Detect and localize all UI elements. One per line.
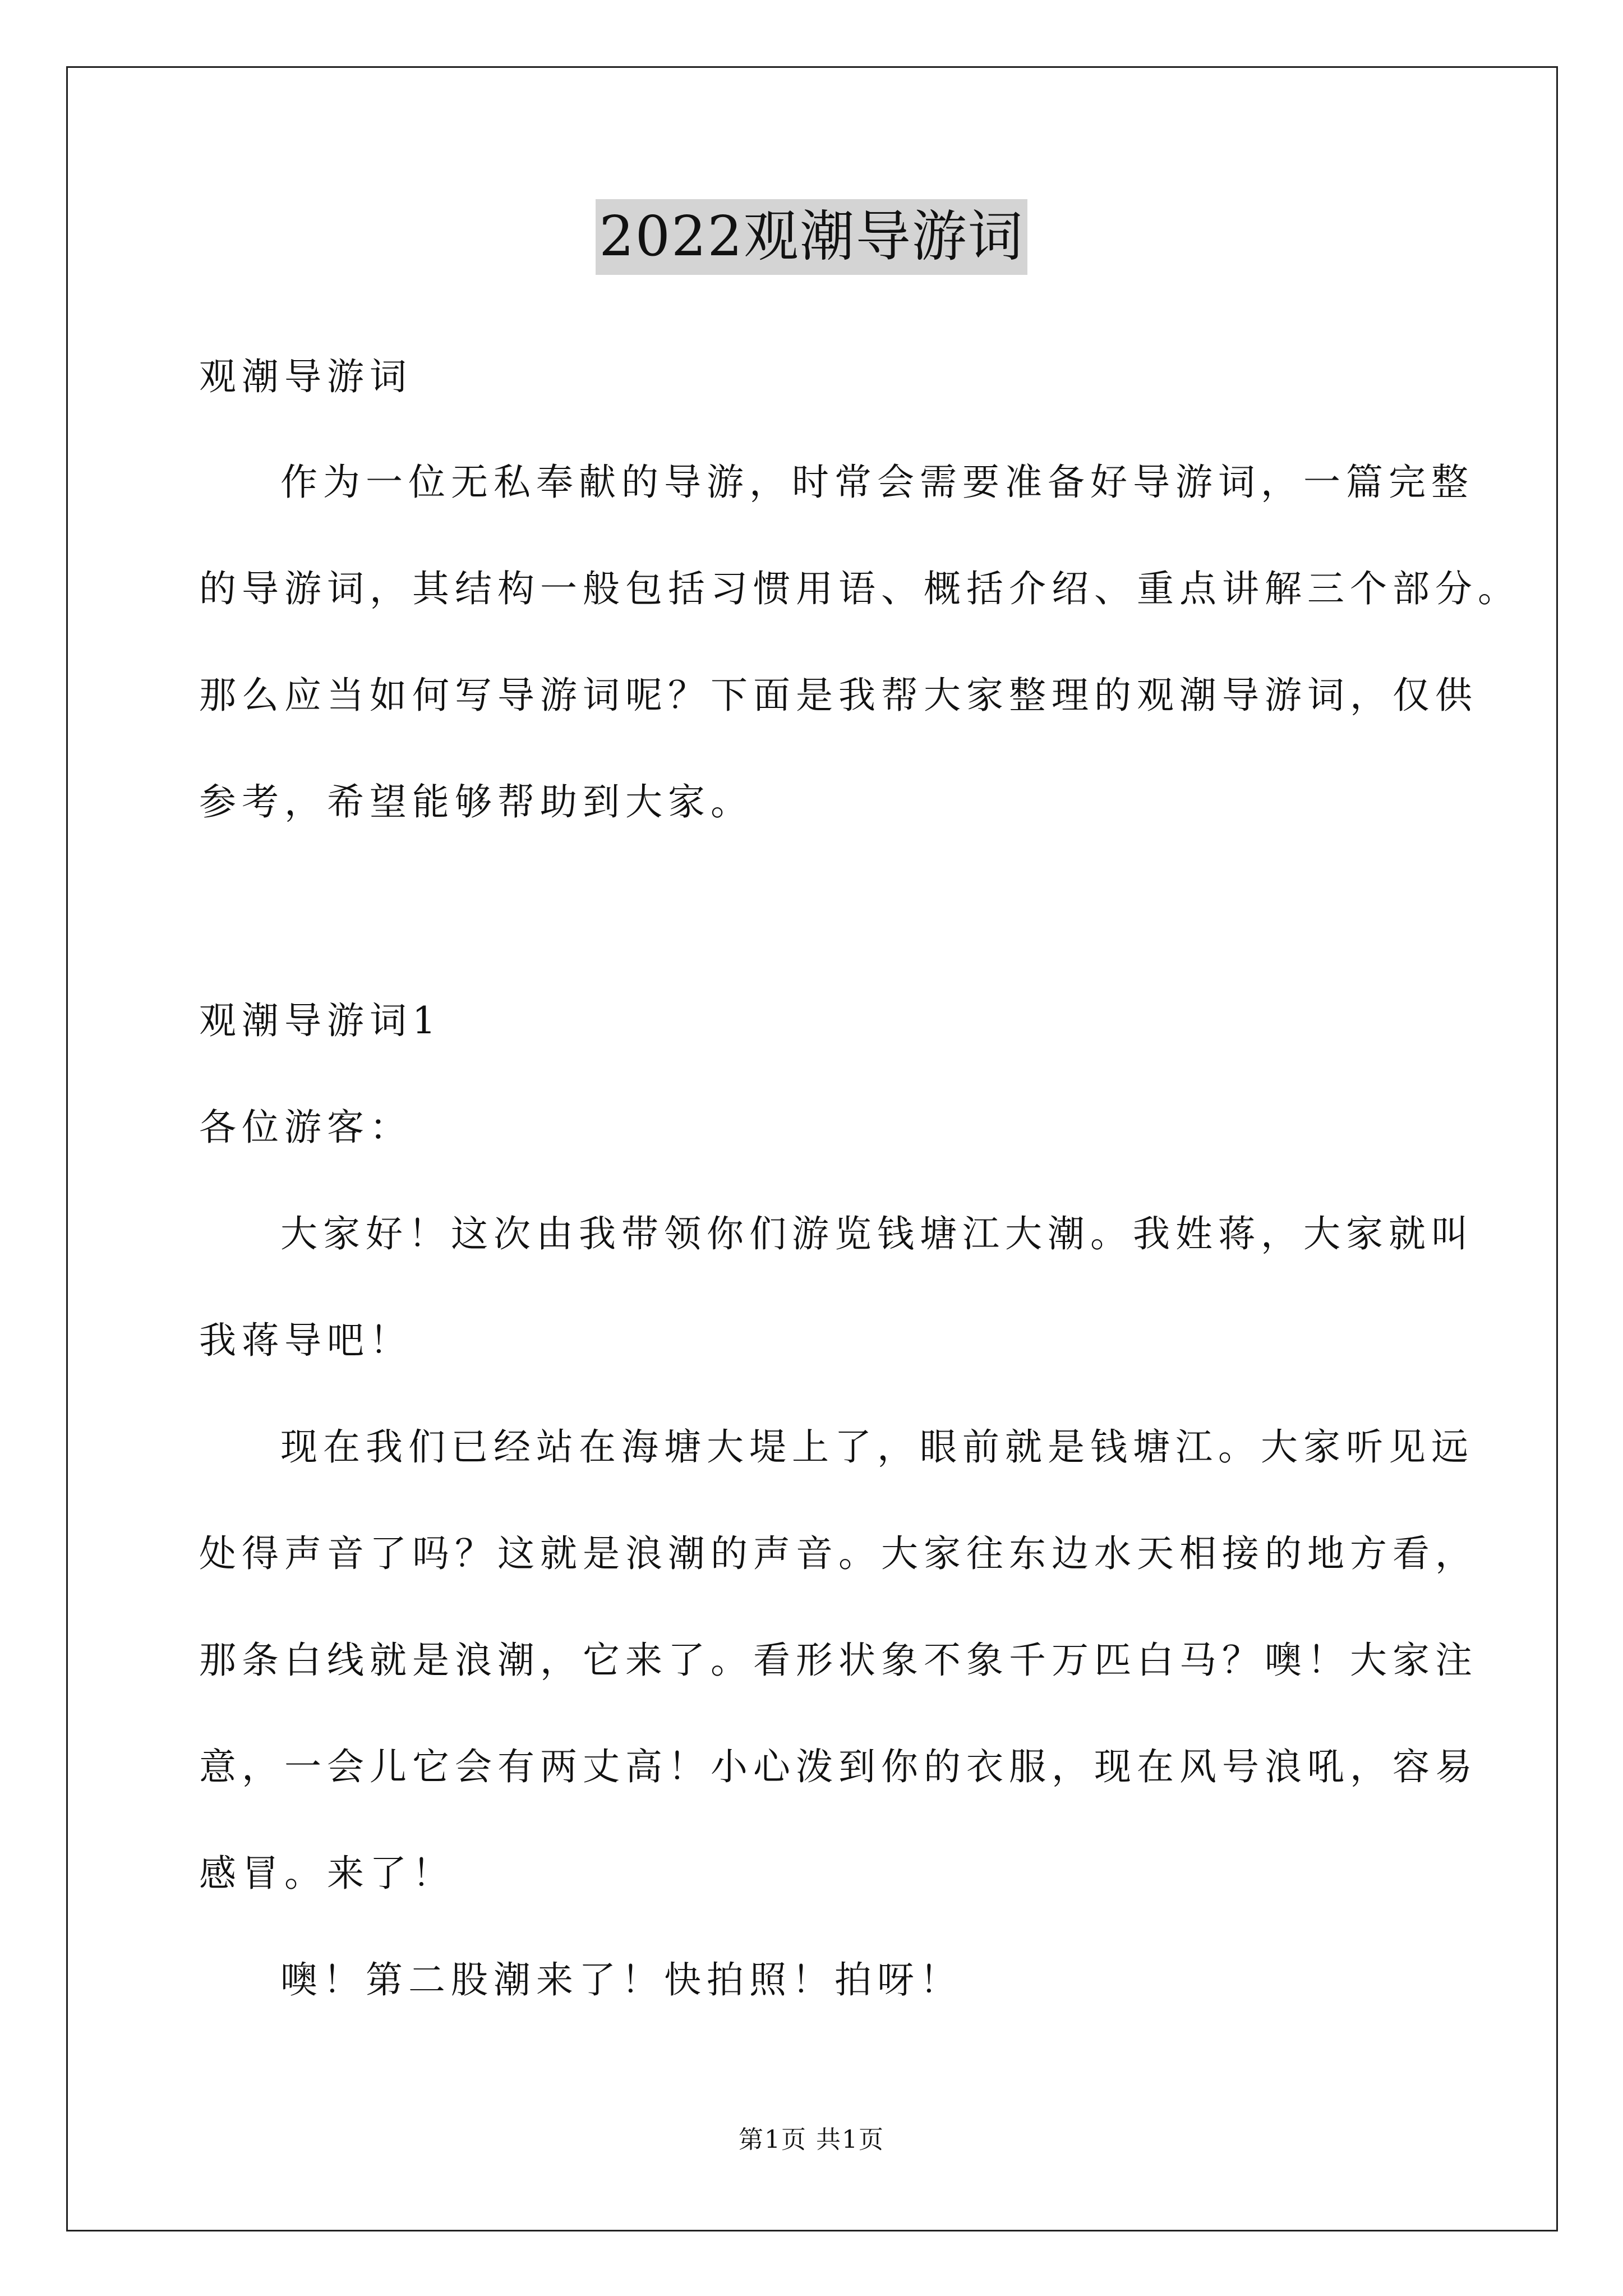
title-wrap [0, 199, 1623, 275]
intro-line: 参考，希望能够帮助到大家。 [199, 780, 753, 823]
intro-line: 作为一位无私奉献的导游，时常会需要准备好导游词，一篇完整 [280, 461, 1474, 504]
paragraph-line: 噢！第二股潮来了！快拍照！拍呀！ [280, 1958, 962, 2001]
paragraph-line: 意，一会儿它会有两丈高！小心泼到你的衣服，现在风号浪吼，容易 [199, 1745, 1478, 1788]
greeting: 各位游客： [199, 1106, 412, 1149]
paragraph-line: 那条白线就是浪潮，它来了。看形状象不象千万匹白马？噢！大家注 [199, 1639, 1478, 1682]
paragraph-line: 处得声音了吗？这就是浪潮的声音。大家往东边水天相接的地方看， [199, 1532, 1478, 1575]
document-subtitle: 观潮导游词 [199, 355, 412, 398]
paragraph-line: 我蒋导吧！ [199, 1319, 412, 1362]
paragraph-line: 感冒。来了！ [199, 1852, 455, 1895]
document-title: 2022观潮导游词 [596, 199, 1027, 275]
section-heading: 观潮导游词1 [199, 999, 441, 1042]
intro-line: 的导游词，其结构一般包括习惯用语、概括介绍、重点讲解三个部分。 [199, 567, 1520, 610]
page-footer: 第1页 共1页 [739, 2125, 884, 2154]
intro-line: 那么应当如何写导游词呢？下面是我帮大家整理的观潮导游词，仅供 [199, 674, 1478, 717]
paragraph-line: 现在我们已经站在海塘大堤上了，眼前就是钱塘江。大家听见远 [280, 1425, 1474, 1469]
paragraph-line: 大家好！这次由我带领你们游览钱塘江大潮。我姓蒋，大家就叫 [280, 1212, 1474, 1255]
